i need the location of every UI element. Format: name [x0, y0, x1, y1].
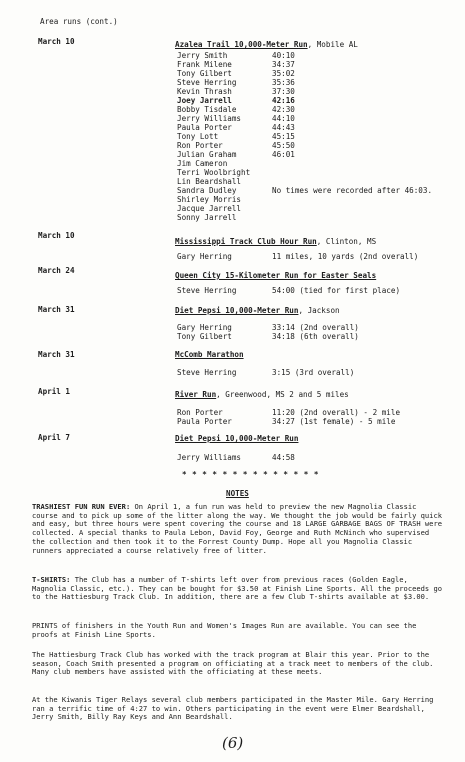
race-title: [175, 434, 298, 443]
runner-time: 46:01: [272, 150, 295, 159]
runner-name: Steve Herring: [177, 78, 237, 87]
note-text: The Hattiesburg Track Club has worked with the track program at Blair this year. Prior to the season, Coach Smith presented a program on officiating at a track meet to members of the club. Many club members have assisted with the officiating at these meets.: [32, 650, 434, 677]
race-date: March 10: [38, 231, 75, 240]
note-paragraph: [32, 576, 444, 602]
race-title-rest: , Mobile AL: [307, 40, 358, 49]
section-separator: * * * * * * * * * * * * * *: [182, 470, 319, 479]
runner-name: Shirley Morris: [177, 195, 242, 204]
note-text: At the Kiwanis Tiger Relays several club members participated in the Master Mile. Gary Herring ran a terrific time of 4:27 to win. Others participating in the event were Elmer Beardshall, Jerry Smith, Billy Ray Keys and Ann Beardshall.: [32, 695, 434, 722]
runner-time: 54:00 (tied for first place): [272, 286, 401, 295]
runner-time: 44:58: [272, 453, 295, 462]
runner-name: Paula Porter: [177, 123, 232, 132]
race-title-rest: , Jackson: [298, 306, 340, 315]
runner-name: Tony Gilbert: [177, 69, 232, 78]
runner-name: Ron Porter: [177, 408, 223, 417]
race-title: [175, 390, 349, 399]
runner-name: Tony Lott: [177, 132, 219, 141]
runner-name: Jim Cameron: [177, 159, 228, 168]
runner-time: 35:36: [272, 78, 295, 87]
note-paragraph: [32, 696, 444, 722]
runner-name: Gary Herring: [177, 252, 232, 261]
note-text: The Club has a number of T-shirts left over from previous races (Golden Eagle, Magnolia Classic, etc.). They can be bought for $3.50 at Finish Line Sports. All the proceeds go to the Hattiesburg Track Club. In addition, there are a few Club T-shirts available at $3.00.: [32, 575, 442, 602]
race-title: [175, 306, 340, 315]
runner-name: Frank Milene: [177, 60, 232, 69]
race-title-underlined: Queen City 15-Kilometer Run for Easter Seals: [175, 271, 377, 280]
runner-time: 44:10: [272, 114, 295, 123]
race-date: April 7: [38, 433, 71, 442]
runner-name: Gary Herring: [177, 323, 232, 332]
runner-time: 34:18 (6th overall): [272, 332, 359, 341]
race-title-rest: , Greenwood, MS 2 and 5 miles: [216, 390, 349, 399]
runner-name: Kevin Thrash: [177, 87, 232, 96]
runner-name: Steve Herring: [177, 368, 237, 377]
runner-name: Ron Porter: [177, 141, 223, 150]
runner-name: Sandra Dudley: [177, 186, 237, 195]
runner-time: 34:27 (1st female) - 5 mile: [272, 417, 396, 426]
runner-time: 45:50: [272, 141, 295, 150]
race-title-underlined: Azalea Trail 10,000-Meter Run: [175, 40, 308, 49]
notes-heading: NOTES: [226, 489, 249, 498]
race-date: March 31: [38, 305, 75, 314]
runner-time: 42:30: [272, 105, 295, 114]
note-text: PRINTS of finishers in the Youth Run and Women's Images Run are available. You can see the proofs at Finish Line Sports.: [32, 621, 417, 639]
runner-name: Sonny Jarrell: [177, 213, 237, 222]
runner-time: 11:20 (2nd overall) - 2 mile: [272, 408, 401, 417]
note-lead: T-SHIRTS:: [32, 575, 71, 584]
runner-time: 11 miles, 10 yards (2nd overall): [272, 252, 419, 261]
runner-name: Jerry Smith: [177, 51, 228, 60]
race-title-rest: , Clinton, MS: [316, 237, 377, 246]
note-lead: TRASHIEST FUN RUN EVER:: [32, 502, 131, 511]
race-title: [175, 237, 376, 246]
race-title-underlined: Mississippi Track Club Hour Run: [175, 237, 317, 246]
runner-name: Bobby Tisdale: [177, 105, 237, 114]
race-date: April 1: [38, 387, 71, 396]
runner-time: No times were recorded after 46:03.: [272, 186, 433, 195]
runner-name: Jerry Williams: [177, 453, 242, 462]
race-title-underlined: River Run: [175, 390, 217, 399]
race-title: [175, 350, 244, 359]
note-paragraph: [32, 503, 444, 555]
race-title-underlined: McComb Marathon: [175, 350, 244, 359]
runner-name: Lin Beardshall: [177, 177, 242, 186]
runner-time: 3:15 (3rd overall): [272, 368, 355, 377]
race-date: March 10: [38, 37, 75, 46]
runner-time: 40:10: [272, 51, 295, 60]
runner-name: Joey Jarrell: [177, 96, 232, 105]
race-date: March 31: [38, 350, 75, 359]
note-paragraph: [32, 622, 444, 639]
runner-name: Paula Porter: [177, 417, 232, 426]
runner-time: 42:16: [272, 96, 295, 105]
runner-time: 37:30: [272, 87, 295, 96]
runner-time: 45:15: [272, 132, 295, 141]
race-date: March 24: [38, 266, 75, 275]
note-paragraph: [32, 651, 444, 677]
race-title-underlined: Diet Pepsi 10,000-Meter Run: [175, 434, 299, 443]
runner-time: 34:37: [272, 60, 295, 69]
runner-name: Julian Graham: [177, 150, 237, 159]
runner-name: Jerry Williams: [177, 114, 242, 123]
note-text: On April 1, a fun run was held to preview the new Magnolia Classic course and to pick up some of the litter along the way. We thought the job would be fairly quick and easy, but three hours were spent covering the course and 18 LARGE GARBAGE BAGS OF TRASH were collected. A special thanks to Paula Lebon, David Foy, George and Ruth McNinch who supervised the collection and then took it to the Forrest County Dump. Hope all you Magnolia Classic runners appreciated a course relatively free of litter.: [32, 502, 442, 555]
runner-time: 44:43: [272, 123, 295, 132]
section-header: Area runs (cont.): [40, 17, 118, 26]
runner-name: Tony Gilbert: [177, 332, 232, 341]
runner-name: Terri Woolbright: [177, 168, 251, 177]
runner-name: Steve Herring: [177, 286, 237, 295]
runner-time: 33:14 (2nd overall): [272, 323, 359, 332]
runner-name: Jacque Jarrell: [177, 204, 242, 213]
race-title: [175, 40, 358, 49]
race-title: [175, 271, 376, 280]
page-number: (6): [222, 734, 244, 752]
race-title-underlined: Diet Pepsi 10,000-Meter Run: [175, 306, 299, 315]
runner-time: 35:02: [272, 69, 295, 78]
